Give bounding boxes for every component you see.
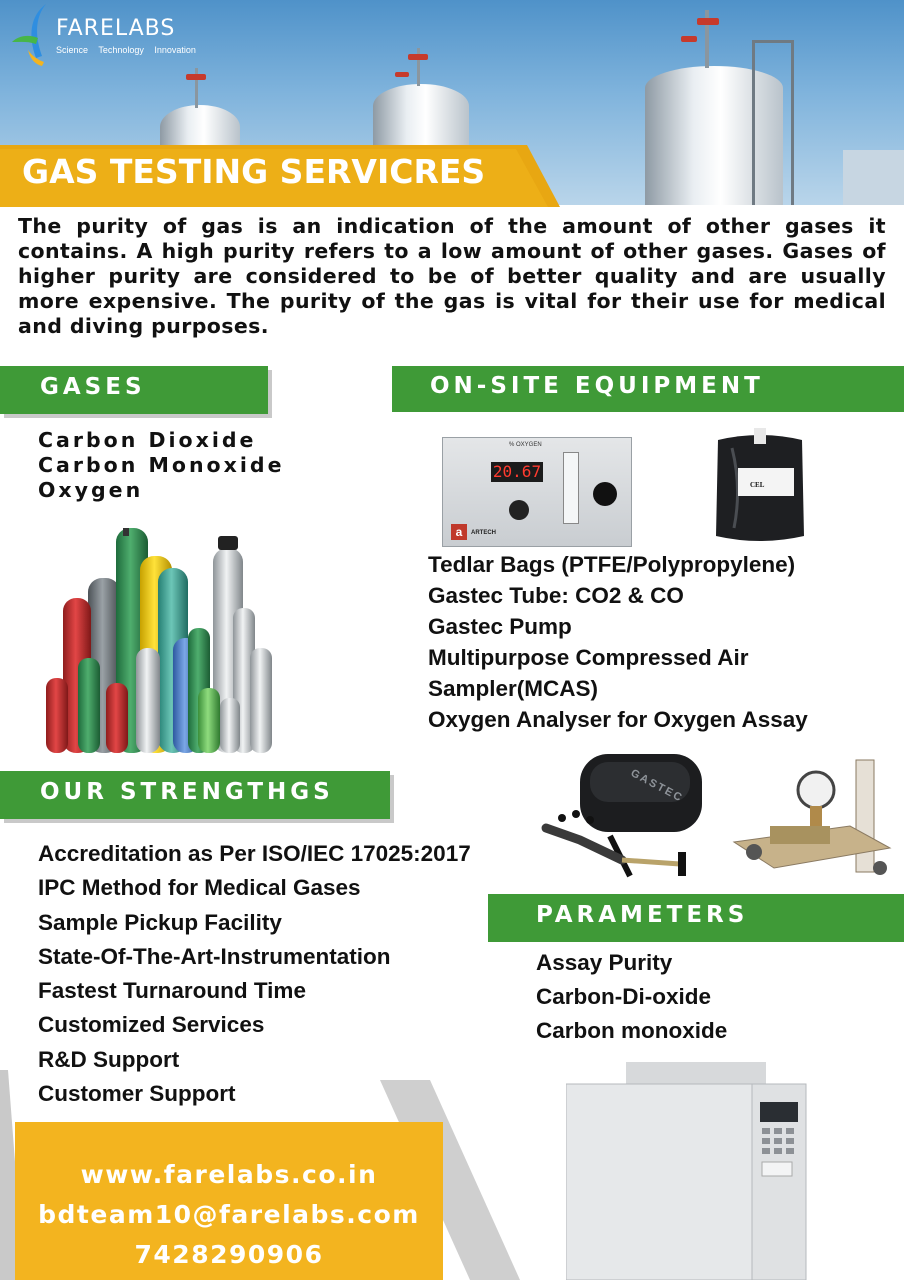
analyser-header: % OXYGEN — [509, 442, 542, 448]
list-item: Assay Purity — [536, 950, 673, 975]
list-item: Oxygen Analyser for Oxygen Assay — [428, 707, 808, 732]
brand-name: FARELABS — [56, 16, 176, 41]
list-item: IPC Method for Medical Gases — [38, 875, 361, 901]
phone-number[interactable]: 7428290906 — [134, 1240, 324, 1269]
oxygen-analyser-image — [442, 437, 632, 547]
list-item: Tedlar Bags (PTFE/Polypropylene) — [428, 552, 796, 577]
list-item: Fastest Turnaround Time — [38, 978, 306, 1004]
list-item: State-Of-The-Art-Instrumentation — [38, 943, 391, 969]
list-item: Sample Pickup Facility — [38, 909, 282, 935]
page-title: GAS TESTING SERVICRES — [22, 152, 486, 191]
gas-cylinders-image — [38, 518, 280, 758]
list-item: Customer Support — [38, 1081, 236, 1107]
website-link[interactable]: www.farelabs.co.in — [80, 1160, 378, 1189]
farelabs-logo-icon — [8, 0, 56, 72]
knob-icon — [593, 482, 617, 506]
gastec-pump-image — [540, 748, 712, 886]
list-item: Gastec Tube: CO2 & CO — [428, 583, 684, 608]
list-item: Carbon monoxide — [536, 1018, 728, 1043]
bag-label: CEL — [750, 481, 765, 489]
equipment-heading: ON-SITE EQUIPMENT — [392, 366, 904, 412]
analyser-brand: ARTECH — [471, 530, 496, 536]
list-item: Multipurpose Compressed Air Sampler(MCAS) — [428, 645, 749, 701]
gases-heading: GASES — [0, 366, 268, 414]
valve — [408, 54, 428, 60]
valve — [186, 74, 206, 80]
list-item: Gastec Pump — [428, 614, 572, 639]
list-item: Accreditation as Per ISO/IEC 17025:2017 — [38, 841, 471, 866]
list-item: Oxygen — [38, 478, 144, 502]
mcas-sampler-image — [730, 756, 896, 890]
list-item: Carbon Dioxide — [38, 428, 257, 452]
gases-list — [38, 428, 284, 503]
email-link[interactable]: bdteam10@farelabs.com — [38, 1200, 420, 1229]
valve — [681, 36, 697, 42]
parameters-list — [536, 946, 727, 1048]
intro-paragraph: The purity of gas is an indication of the amount of other gases it contains. A high purity refers to a low amount of other gases. Gases of higher purity are considered to be of better quality and are usually more expensive. The purity of the gas is vital for their use for medical and diving purposes. — [18, 214, 886, 338]
ladder-rail — [752, 40, 794, 205]
list-item: Carbon Monoxide — [38, 453, 285, 477]
list-item: R&D Support — [38, 1046, 180, 1072]
list-item: Customized Services — [38, 1012, 265, 1038]
valve — [395, 72, 409, 77]
gas-chromatograph-image — [566, 1062, 814, 1280]
knob-icon — [509, 500, 529, 520]
building — [843, 150, 904, 205]
artech-logo-icon: a — [451, 524, 467, 540]
valve — [697, 18, 719, 25]
flowmeter — [563, 452, 579, 524]
list-item: Carbon-Di-oxide — [536, 984, 712, 1009]
analyser-display: 20.67 — [492, 462, 542, 481]
brand-tagline: Science Technology Innovation — [56, 45, 196, 55]
parameters-heading: PARAMETERS — [488, 894, 904, 942]
pump-case-label: GASTEC — [628, 767, 686, 805]
strengths-heading: OUR STRENGTHGS — [0, 771, 390, 819]
equipment-list — [428, 549, 868, 735]
